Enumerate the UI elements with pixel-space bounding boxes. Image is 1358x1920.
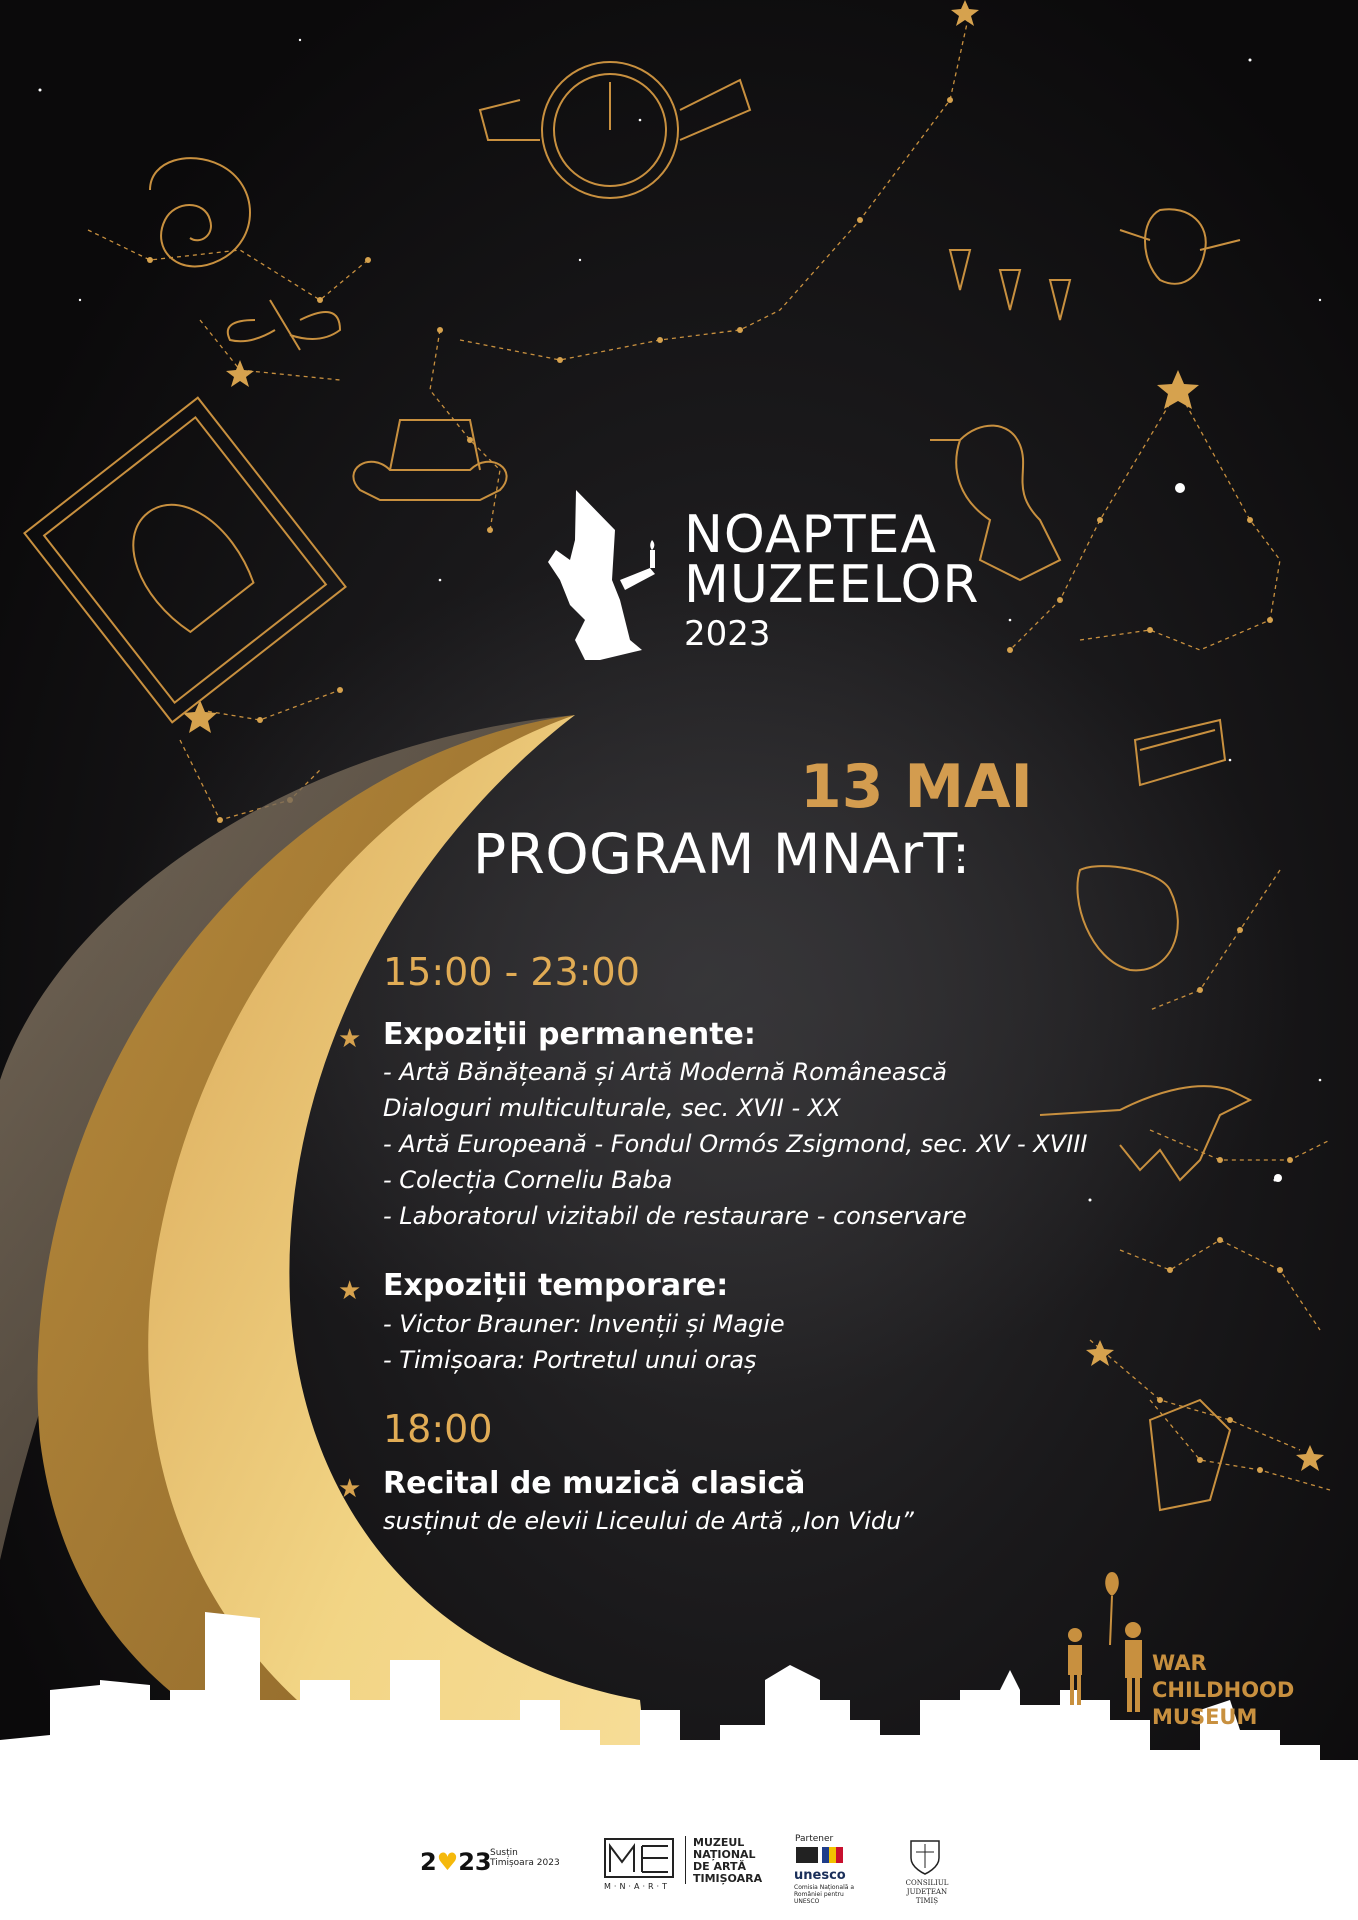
time-slot-1: 15:00 - 23:00 [383,950,640,994]
beetle-drawing [1120,209,1240,284]
logo-year: 2023 [684,614,771,654]
star-icon: ★ [338,1024,362,1054]
permanent-item: Dialoguri multiculturale, sec. XVII - XX [383,1094,841,1122]
mnart-divider [685,1836,686,1884]
mnart-name-3: DE ARTĂ [693,1860,746,1873]
star-icon: ★ [338,1474,362,1504]
mnart-name [693,1837,762,1885]
star-icon: ★ [338,1276,362,1306]
heart-icon: ♥ [436,1848,459,1876]
event-logo [684,505,980,654]
column-capital-drawing [353,420,506,500]
permanent-exhibitions-heading: Expoziții permanente: [383,1017,756,1052]
mnart-sub: M·N·A·R·T [604,1882,670,1891]
unesco-logo-mark [796,1845,844,1867]
temporary-item: - Victor Brauner: Invenții și Magie [383,1310,785,1338]
dragonfly-drawing [228,300,340,350]
consiliul-judetean-label [888,1879,966,1906]
mnart-name-2: NAȚIONAL [693,1848,756,1861]
ammonite-drawing [150,158,250,266]
t2023-digit-left: 2 [420,1848,437,1876]
mnart-logo-mark [604,1838,674,1880]
coat-of-arms-icon [908,1838,942,1876]
logo-line-2: MUZEELOR [684,555,980,615]
permanent-item: - Colecția Corneliu Baba [383,1166,673,1194]
wcm-line: MUSEUM [1152,1705,1258,1729]
temporary-item: - Timișoara: Portretul unui oraș [383,1346,757,1374]
event-date: 13 MAI [800,752,1033,822]
unesco-name: unesco [794,1868,846,1883]
war-childhood-museum-logo [1152,1650,1294,1731]
t2023-caption-1: Susțin [490,1848,518,1858]
mnart-name-4: TIMIȘOARA [693,1872,763,1885]
permanent-item: - Laboratorul vizitabil de restaurare - conservare [383,1202,967,1230]
time-slot-2: 18:00 [383,1407,493,1451]
unesco-partner-label: Partener [795,1834,834,1844]
t2023-caption-2: Timișoara 2023 [490,1858,560,1868]
temporary-exhibitions-heading: Expoziții temporare: [383,1268,729,1303]
permanent-item: - Artă Bănățeană și Artă Modernă Românească [383,1058,948,1086]
timisoara-2023-caption [490,1848,560,1868]
wcm-line: WAR [1152,1651,1207,1675]
program-title: PROGRAM MNArT: [473,822,971,886]
logo-line-1: NOAPTEA [684,505,938,565]
unesco-caption: Comisia Națională a României pentru UNESCO [794,1884,855,1905]
permanent-item: - Artă Europeană - Fondul Ormós Zsigmond, sec. XV - XVIII [383,1130,1088,1158]
wcm-line: CHILDHOOD [1152,1678,1295,1702]
timisoara-2023-logo [420,1848,492,1876]
war-childhood-museum-figures [1068,1572,1142,1712]
cj-line-2: TIMIȘ [915,1897,939,1905]
t2023-digit-right: 23 [458,1848,492,1876]
recital-subtitle: susținut de elevii Liceului de Artă „Ion Vidu” [383,1507,914,1535]
folk-figures-drawing [950,250,1070,320]
recital-heading: Recital de muzică clasică [383,1466,806,1501]
cj-line-1: CONSILIUL JUDEȚEAN [905,1879,949,1896]
mnart-name-1: MUZEUL [693,1836,745,1849]
